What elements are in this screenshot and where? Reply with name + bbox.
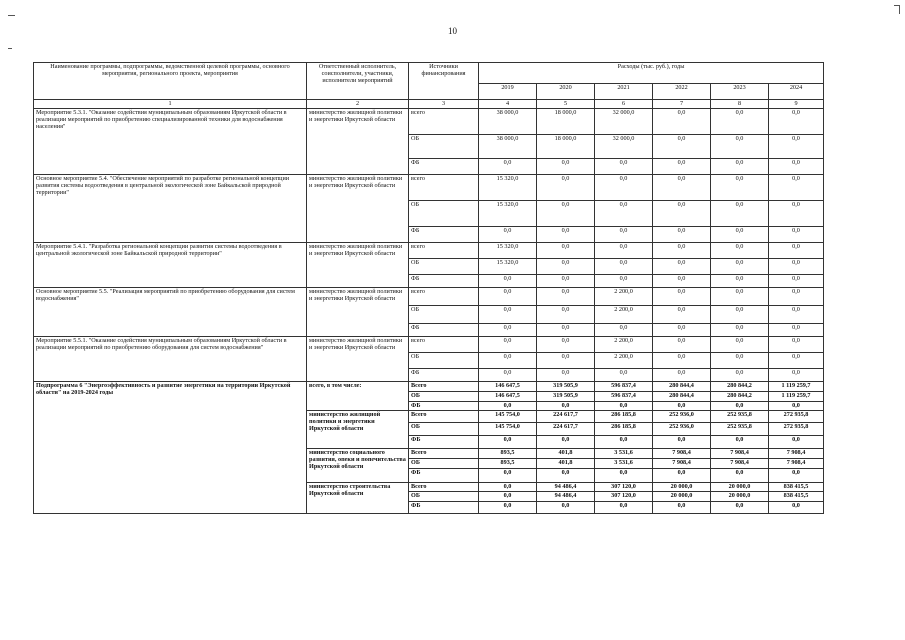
value-cell: 0,0 — [537, 288, 595, 306]
responsible-cell: министерство жилищной политики и энергетики Иркутской области — [307, 243, 409, 288]
activity-name-cell: Основное мероприятие 5.4. "Обеспечение мероприятий по разработке региональной концепции развития системы водоотведения в центральной экологической зоне Байкальской природной территории" — [34, 175, 307, 243]
subprogram-row — [34, 382, 824, 392]
budget-table — [33, 62, 824, 514]
source-cell: ФБ — [409, 324, 479, 337]
value-cell: 0,0 — [711, 469, 769, 483]
source-cell: ФБ — [409, 502, 479, 514]
value-cell: 18 000,0 — [537, 135, 595, 159]
value-cell: 0,0 — [769, 259, 824, 275]
value-cell: 2 200,0 — [595, 337, 653, 353]
column-number: 9 — [769, 100, 824, 109]
value-cell: 38 000,0 — [479, 135, 537, 159]
value-cell: 15 320,0 — [479, 259, 537, 275]
column-numbers-row — [34, 100, 824, 109]
value-cell: 0,0 — [595, 275, 653, 288]
year-cell: 2022 — [653, 84, 711, 100]
responsible-cell: всего, в том числе: — [307, 382, 409, 411]
value-cell: 272 935,8 — [769, 423, 824, 436]
value-cell: 0,0 — [537, 259, 595, 275]
value-cell: 2 200,0 — [595, 306, 653, 324]
value-cell: 0,0 — [653, 369, 711, 382]
activity-name-cell: Мероприятие 5.3.1. "Оказание содействия муниципальным образованиям Иркутской области в реализации мероприятий по приобретению специализированной техники для водоснабжения населения" — [34, 109, 307, 175]
value-cell: 0,0 — [711, 502, 769, 514]
column-number: 6 — [595, 100, 653, 109]
value-cell: 838 415,5 — [769, 483, 824, 492]
value-cell: 0,0 — [653, 135, 711, 159]
activity-name-cell: Мероприятие 5.4.1. "Разработка региональной концепции развития системы водоотведения в центральной экологической зоне Байкальской природной территории" — [34, 243, 307, 288]
source-cell: Всего — [409, 382, 479, 392]
value-cell: 0,0 — [537, 353, 595, 369]
value-cell: 0,0 — [769, 502, 824, 514]
table-row — [34, 288, 824, 306]
source-cell: всего — [409, 243, 479, 259]
value-cell: 0,0 — [769, 436, 824, 449]
value-cell: 0,0 — [769, 135, 824, 159]
value-cell: 307 120,0 — [595, 492, 653, 502]
value-cell: 286 185,8 — [595, 411, 653, 423]
source-cell: ФБ — [409, 436, 479, 449]
value-cell: 0,0 — [653, 288, 711, 306]
value-cell: 0,0 — [537, 275, 595, 288]
value-cell: 893,5 — [479, 449, 537, 459]
table-row — [34, 109, 824, 135]
value-cell: 0,0 — [479, 288, 537, 306]
value-cell: 0,0 — [711, 288, 769, 306]
value-cell: 145 754,0 — [479, 423, 537, 436]
value-cell: 0,0 — [711, 243, 769, 259]
column-number: 8 — [711, 100, 769, 109]
value-cell: 307 120,0 — [595, 483, 653, 492]
value-cell: 94 486,4 — [537, 483, 595, 492]
value-cell: 272 935,8 — [769, 411, 824, 423]
source-cell: ФБ — [409, 369, 479, 382]
source-cell: Всего — [409, 483, 479, 492]
source-cell: ФБ — [409, 469, 479, 483]
scan-artifact — [899, 5, 900, 14]
value-cell: 0,0 — [711, 306, 769, 324]
value-cell: 0,0 — [711, 436, 769, 449]
value-cell: 7 908,4 — [711, 449, 769, 459]
value-cell: 0,0 — [711, 227, 769, 243]
source-cell: ФБ — [409, 275, 479, 288]
value-cell: 224 617,7 — [537, 423, 595, 436]
year-cell: 2021 — [595, 84, 653, 100]
header-responsible-cell: Ответственный исполнитель, соисполнители, участники, исполнители мероприятий — [307, 63, 409, 100]
value-cell: 0,0 — [479, 306, 537, 324]
value-cell: 1 119 259,7 — [769, 392, 824, 402]
value-cell: 0,0 — [711, 337, 769, 353]
value-cell: 0,0 — [595, 369, 653, 382]
scan-artifact — [8, 48, 12, 49]
value-cell: 280 844,2 — [711, 392, 769, 402]
value-cell: 0,0 — [769, 306, 824, 324]
value-cell: 0,0 — [653, 275, 711, 288]
column-number: 4 — [479, 100, 537, 109]
value-cell: 0,0 — [711, 259, 769, 275]
value-cell: 0,0 — [479, 337, 537, 353]
year-cell: 2023 — [711, 84, 769, 100]
value-cell: 0,0 — [653, 402, 711, 411]
value-cell: 0,0 — [711, 175, 769, 201]
table-row — [34, 175, 824, 201]
value-cell: 20 000,0 — [653, 492, 711, 502]
value-cell: 38 000,0 — [479, 109, 537, 135]
value-cell: 0,0 — [711, 353, 769, 369]
value-cell: 0,0 — [653, 324, 711, 337]
responsible-cell: министерство социального развития, опеки и попечительства Иркутской области — [307, 449, 409, 483]
value-cell: 0,0 — [769, 175, 824, 201]
value-cell: 18 000,0 — [537, 109, 595, 135]
value-cell: 0,0 — [653, 243, 711, 259]
header-name-cell: Наименование программы, подпрограммы, ведомственной целевой программы, основного мероприятия, регионального проекта, мероприятия — [34, 63, 307, 100]
value-cell: 319 505,9 — [537, 382, 595, 392]
value-cell: 0,0 — [769, 402, 824, 411]
value-cell: 15 320,0 — [479, 175, 537, 201]
value-cell: 0,0 — [653, 353, 711, 369]
value-cell: 0,0 — [653, 502, 711, 514]
source-cell: ОБ — [409, 306, 479, 324]
source-cell: ФБ — [409, 227, 479, 243]
source-cell: всего — [409, 288, 479, 306]
value-cell: 0,0 — [537, 243, 595, 259]
value-cell: 20 000,0 — [711, 483, 769, 492]
value-cell: 0,0 — [595, 175, 653, 201]
source-cell: всего — [409, 109, 479, 135]
value-cell: 0,0 — [537, 306, 595, 324]
value-cell: 145 754,0 — [479, 411, 537, 423]
value-cell: 0,0 — [479, 492, 537, 502]
value-cell: 0,0 — [479, 402, 537, 411]
value-cell: 596 837,4 — [595, 392, 653, 402]
value-cell: 0,0 — [769, 275, 824, 288]
value-cell: 0,0 — [769, 337, 824, 353]
value-cell: 7 908,4 — [711, 459, 769, 469]
value-cell: 0,0 — [769, 243, 824, 259]
value-cell: 3 531,6 — [595, 449, 653, 459]
value-cell: 0,0 — [595, 324, 653, 337]
value-cell: 286 185,8 — [595, 423, 653, 436]
table-row — [34, 337, 824, 353]
value-cell: 0,0 — [479, 353, 537, 369]
responsible-cell: министерство жилищной политики и энергетики Иркутской области — [307, 109, 409, 175]
value-cell: 280 844,2 — [711, 382, 769, 392]
value-cell: 0,0 — [479, 483, 537, 492]
value-cell: 0,0 — [711, 324, 769, 337]
value-cell: 0,0 — [653, 306, 711, 324]
value-cell: 0,0 — [769, 469, 824, 483]
value-cell: 15 320,0 — [479, 243, 537, 259]
page-number: 10 — [448, 26, 457, 36]
table-row — [34, 243, 824, 259]
column-number: 2 — [307, 100, 409, 109]
value-cell: 0,0 — [479, 275, 537, 288]
header-expenses-cell: Расходы (тыс. руб.), годы — [479, 63, 824, 84]
value-cell: 838 415,5 — [769, 492, 824, 502]
source-cell: ОБ — [409, 459, 479, 469]
activity-name-cell: Основное мероприятие 5.5. "Реализация мероприятий по приобретению оборудования для систем водоснабжения" — [34, 288, 307, 337]
value-cell: 0,0 — [595, 502, 653, 514]
value-cell: 0,0 — [595, 243, 653, 259]
responsible-cell: министерство строительства Иркутской области — [307, 483, 409, 514]
value-cell: 0,0 — [537, 227, 595, 243]
value-cell: 0,0 — [537, 201, 595, 227]
column-number: 3 — [409, 100, 479, 109]
header-row — [34, 63, 824, 84]
value-cell: 0,0 — [653, 337, 711, 353]
value-cell: 0,0 — [537, 502, 595, 514]
value-cell: 252 936,0 — [653, 411, 711, 423]
value-cell: 0,0 — [479, 227, 537, 243]
value-cell: 20 000,0 — [711, 492, 769, 502]
value-cell: 596 837,4 — [595, 382, 653, 392]
value-cell: 252 935,8 — [711, 423, 769, 436]
value-cell: 0,0 — [769, 288, 824, 306]
value-cell: 0,0 — [653, 436, 711, 449]
value-cell: 0,0 — [653, 175, 711, 201]
value-cell: 0,0 — [653, 259, 711, 275]
value-cell: 0,0 — [711, 135, 769, 159]
value-cell: 0,0 — [653, 159, 711, 175]
value-cell: 0,0 — [479, 436, 537, 449]
value-cell: 32 000,0 — [595, 109, 653, 135]
responsible-cell: министерство жилищной политики и энергетики Иркутской области — [307, 175, 409, 243]
value-cell: 0,0 — [653, 469, 711, 483]
activity-name-cell: Мероприятие 5.5.1. "Оказание содействия муниципальным образованиям Иркутской области в реализации мероприятий по приобретению оборудования для систем водоснабжения" — [34, 337, 307, 382]
responsible-cell: министерство жилищной политики и энергетики Иркутской области — [307, 411, 409, 449]
source-cell: ОБ — [409, 259, 479, 275]
value-cell: 0,0 — [711, 369, 769, 382]
subprogram-name-cell: Подпрограмма 6 "Энергоэффективность и развитие энергетики на территории Иркутской области" на 2019-2024 годы — [34, 382, 307, 514]
value-cell: 15 320,0 — [479, 201, 537, 227]
source-cell: ФБ — [409, 402, 479, 411]
value-cell: 1 119 259,7 — [769, 382, 824, 392]
value-cell: 0,0 — [479, 502, 537, 514]
year-cell: 2020 — [537, 84, 595, 100]
value-cell: 2 200,0 — [595, 353, 653, 369]
value-cell: 0,0 — [711, 201, 769, 227]
value-cell: 3 531,6 — [595, 459, 653, 469]
value-cell: 0,0 — [769, 369, 824, 382]
value-cell: 94 486,4 — [537, 492, 595, 502]
header-source-cell: Источники финансирования — [409, 63, 479, 100]
value-cell: 401,8 — [537, 459, 595, 469]
source-cell: ОБ — [409, 353, 479, 369]
value-cell: 0,0 — [479, 324, 537, 337]
value-cell: 0,0 — [711, 109, 769, 135]
value-cell: 0,0 — [653, 201, 711, 227]
value-cell: 146 647,5 — [479, 382, 537, 392]
value-cell: 0,0 — [537, 436, 595, 449]
value-cell: 0,0 — [537, 402, 595, 411]
source-cell: Всего — [409, 411, 479, 423]
value-cell: 0,0 — [537, 337, 595, 353]
value-cell: 893,5 — [479, 459, 537, 469]
value-cell: 224 617,7 — [537, 411, 595, 423]
source-cell: ОБ — [409, 201, 479, 227]
column-number: 7 — [653, 100, 711, 109]
value-cell: 0,0 — [537, 369, 595, 382]
source-cell: ОБ — [409, 135, 479, 159]
value-cell: 319 505,9 — [537, 392, 595, 402]
value-cell: 0,0 — [653, 109, 711, 135]
value-cell: 2 200,0 — [595, 288, 653, 306]
value-cell: 0,0 — [479, 469, 537, 483]
year-cell: 2019 — [479, 84, 537, 100]
value-cell: 7 908,4 — [653, 459, 711, 469]
value-cell: 0,0 — [769, 159, 824, 175]
value-cell: 7 908,4 — [769, 459, 824, 469]
source-cell: ОБ — [409, 423, 479, 436]
value-cell: 0,0 — [537, 469, 595, 483]
source-cell: ОБ — [409, 492, 479, 502]
value-cell: 0,0 — [595, 159, 653, 175]
source-cell: ФБ — [409, 159, 479, 175]
value-cell: 32 000,0 — [595, 135, 653, 159]
responsible-cell: министерство жилищной политики и энергетики Иркутской области — [307, 337, 409, 382]
value-cell: 0,0 — [479, 159, 537, 175]
value-cell: 0,0 — [595, 436, 653, 449]
value-cell: 7 908,4 — [769, 449, 824, 459]
value-cell: 0,0 — [595, 469, 653, 483]
value-cell: 280 844,4 — [653, 382, 711, 392]
value-cell: 0,0 — [595, 227, 653, 243]
source-cell: ОБ — [409, 392, 479, 402]
value-cell: 0,0 — [479, 369, 537, 382]
value-cell: 0,0 — [711, 275, 769, 288]
column-number: 1 — [34, 100, 307, 109]
value-cell: 0,0 — [711, 402, 769, 411]
scan-artifact — [8, 15, 15, 16]
value-cell: 0,0 — [711, 159, 769, 175]
value-cell: 7 908,4 — [653, 449, 711, 459]
value-cell: 0,0 — [769, 227, 824, 243]
responsible-cell: министерство жилищной политики и энергетики Иркутской области — [307, 288, 409, 337]
value-cell: 0,0 — [769, 353, 824, 369]
source-cell: всего — [409, 337, 479, 353]
value-cell: 146 647,5 — [479, 392, 537, 402]
value-cell: 0,0 — [537, 324, 595, 337]
value-cell: 252 935,8 — [711, 411, 769, 423]
value-cell: 0,0 — [537, 175, 595, 201]
value-cell: 0,0 — [537, 159, 595, 175]
year-cell: 2024 — [769, 84, 824, 100]
value-cell: 0,0 — [769, 324, 824, 337]
value-cell: 0,0 — [653, 227, 711, 243]
value-cell: 20 000,0 — [653, 483, 711, 492]
value-cell: 0,0 — [595, 402, 653, 411]
value-cell: 0,0 — [769, 201, 824, 227]
value-cell: 252 936,0 — [653, 423, 711, 436]
source-cell: Всего — [409, 449, 479, 459]
value-cell: 280 844,4 — [653, 392, 711, 402]
source-cell: всего — [409, 175, 479, 201]
value-cell: 0,0 — [595, 259, 653, 275]
column-number: 5 — [537, 100, 595, 109]
value-cell: 0,0 — [769, 109, 824, 135]
value-cell: 0,0 — [595, 201, 653, 227]
value-cell: 401,8 — [537, 449, 595, 459]
